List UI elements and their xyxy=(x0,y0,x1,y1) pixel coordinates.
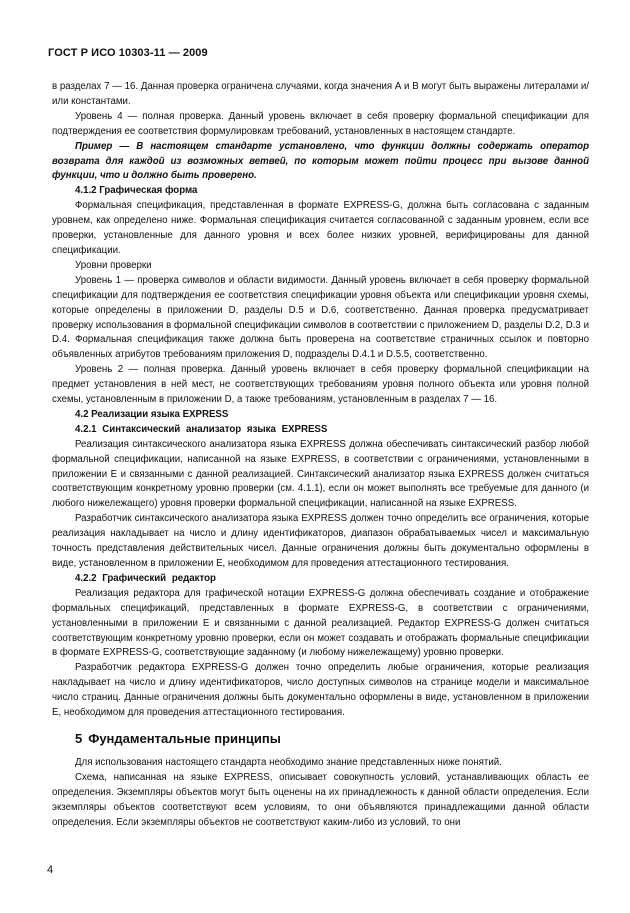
subsection-heading-4-2-2: 4.2.2 Графический редактор xyxy=(75,572,216,584)
paragraph: Уровень 2 — полная проверка. Данный уровень включает в себя проверку формальной спецификации на предмет установления в ней мест, не соответствующих требованиям уровня полного объекта или уровня полной схемы, установленным в приложении D, а также требованиям, установленным в разделах 7 — 16. xyxy=(52,364,589,406)
paragraph: Реализация синтаксического анализатора языка EXPRESS должна обеспечивать синтаксический разбор любой формальной спецификации, написанной на языке EXPRESS, в соответствии с ограничениями, установленными в приложении Е и связанными с данной реализацией. Синтаксический анализатор языка EXPRESS должен считаться соответствующим конкретному уровню проверки (см. 4.1.1), если он может выполнять все требуемые для данного (и любого нижележащего) уровня проверки формальной спецификации, написанной на языке EXPRESS. xyxy=(52,438,589,510)
paragraph: Уровни проверки xyxy=(75,259,152,271)
section-title: Фундаментальные принципы xyxy=(88,730,281,746)
paragraph: Реализация редактора для графической нотации EXPRESS-G должна обеспечивать создание и отображение формальных спецификаций, представленных в формате EXPRESS-G, в соответствии с ограничениями, установленными в приложении Е и связанными с данной реализацией. Редактор EXPRESS-G должен считаться соответствующим конкретному уровню проверки, если он может создавать и отображать формальные спецификации в формате EXPRESS-G, соответствующие заданному (и любому нижележащему) уровню проверки. xyxy=(52,587,589,659)
paragraph: Разработчик синтаксического анализатора языка EXPRESS должен точно определить все ограничения, которые реализация накладывает на число и длину идентификаторов, диапазон обрабатываемых чисел и максимальную точность представления действительных чисел. Данные ограничения должны быть документально оформлены в виде, установленном в приложении Е, необходимом для проведения аттестационного тестирования. xyxy=(52,513,589,569)
section-number: 5 xyxy=(75,730,83,746)
paragraph: в разделах 7 — 16. Данная проверка ограничена случаями, когда значения А и В могут быть выражены литералами и/или константами. xyxy=(52,81,589,107)
section-heading-5 xyxy=(52,731,589,747)
page-body xyxy=(52,80,589,831)
example-note: Пример — В настоящем стандарте установлено, что функции должны содержать оператор возврата для каждой из возможных ветвей, по которым может пойти процесс при вызове данной функции, что и должно быть проверено. xyxy=(52,140,589,182)
subsection-heading-4-2: 4.2 Реализации языка EXPRESS xyxy=(75,408,229,420)
subsection-heading-4-1-2: 4.1.2 Графическая форма xyxy=(75,185,198,197)
paragraph: Формальная спецификация, представленная в формате EXPRESS-G, должна быть согласована с заданным уровнем, как определено ниже. Формальная спецификация считается согласованной с заданным уровнем, если все проверки, установленные для данного уровня и всех более низких уровней, верифицированы для данной спецификации. xyxy=(52,200,589,256)
page-header: ГОСТ Р ИСО 10303-11 — 2009 xyxy=(48,47,208,59)
paragraph: Разработчик редактора EXPRESS-G должен точно определить любые ограничения, которые реализация накладывает на число и длину идентификаторов, число доступных символов на странице модели и максимальное число страниц. Данные ограничения должны быть документально оформлены в виде, установленном в приложении Е, необходимом для проведения аттестационного тестирования. xyxy=(52,662,589,719)
paragraph: Уровень 4 — полная проверка. Данный уровень включает в себя проверку формальной спецификации для подтверждения ее соответствия формулировкам требований, установленных в настоящем стандарте. xyxy=(52,110,589,137)
subsection-heading-4-2-1: 4.2.1 Синтаксический анализатор языка EXPRESS xyxy=(75,423,328,435)
paragraph: Схема, написанная на языке EXPRESS, описывает совокупность условий, устанавливающих область ее определения. Экземпляры объектов могут быть оценены на их принадлежность к данной области определения. Если экземпляры объектов соответствуют всем условиям, то они объявляются принадлежащими данной области определения. Если экземпляры объектов не соответствуют каким-либо из условий, то они xyxy=(52,771,589,828)
page-number: 4 xyxy=(47,864,54,876)
paragraph: Уровень 1 — проверка символов и области видимости. Данный уровень включает в себя проверку формальной спецификации для подтверждения ее соответствия спецификации уровня объекта или спецификации уровня схемы, которые определены в приложении D, разделы D.5 и D.6, соответственно. Данная проверка предусматривает проверку использования в формальной спецификации символов в соответствии с приложением D, разделы D.2, D.3 и D.4. Формальная спецификация также должна быть проверена на соответствие страничных ссылок и повторно объявленных атрибутов требованиям приложения D, подразделы D.4.1 и D.5.5, соответственно. xyxy=(52,274,589,361)
paragraph: Для использования настоящего стандарта необходимо знание представленных ниже понятий. xyxy=(75,756,502,768)
